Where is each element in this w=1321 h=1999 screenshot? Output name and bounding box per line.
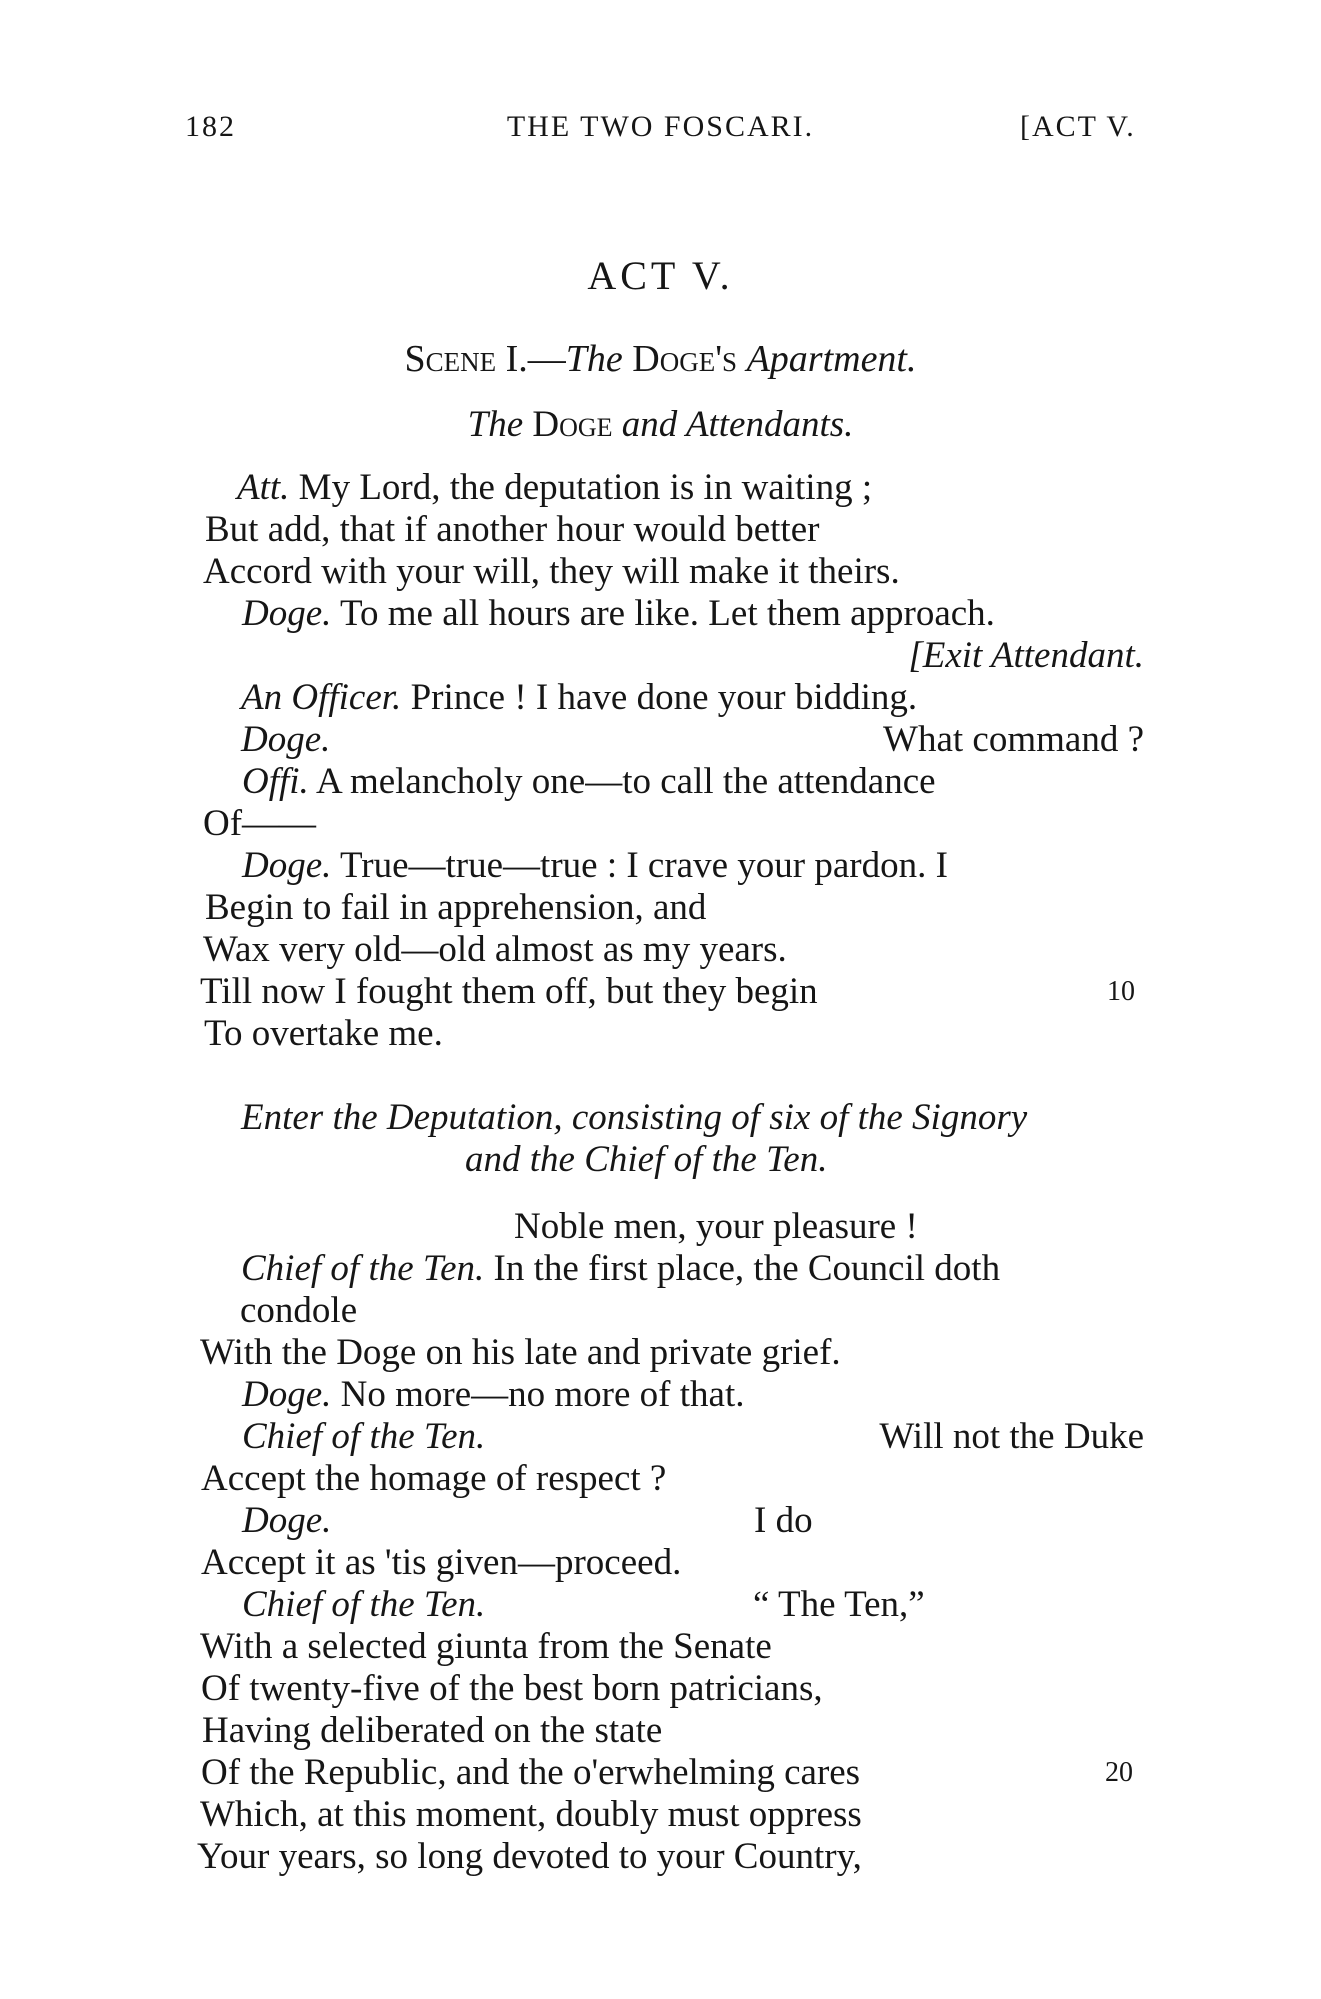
verse-line [201,1458,666,1500]
act-heading: ACT V. [587,253,734,298]
verse-line [514,1206,918,1248]
line-text: A melancholy one—to call the attendance [308,761,936,802]
speaker-name: Doge. [242,593,332,634]
line-number: 20 [1105,1757,1133,1788]
verse-line-continued [753,1584,925,1626]
verse-line [200,1332,841,1374]
line-text: With a selected giunta from the Senate [200,1626,772,1667]
line-text: In the first place, the Council doth [484,1248,1001,1289]
verse-line [200,1794,862,1836]
verse-line [201,1752,860,1794]
line-text: With the Doge on his late and private grief. [200,1332,841,1373]
line-number: 10 [1107,976,1135,1007]
scene-label: Scene I. [404,338,528,380]
verse-line [242,1374,744,1416]
line-text: “ The Ten,” [753,1584,925,1625]
line-text: To me all hours are like. Let them approach. [331,593,995,634]
verse-line [204,1013,443,1055]
speaker-name: Chief of the Ten. [241,1248,485,1289]
verse-line [205,509,819,551]
speaker-name: Att. [237,467,290,508]
scene-doge: Doge's [632,338,738,380]
stage-direction-entry: and the Chief of the Ten. [465,1139,828,1180]
speaker-name: Doge. [242,1374,332,1415]
line-text: Wax very old—old almost as my years. [203,929,787,970]
verse-line [203,803,316,845]
line-text: Having deliberated on the state [202,1710,663,1751]
verse-line [205,887,706,929]
verse-line [203,551,900,593]
speaker-name: Doge. [242,1500,332,1541]
speaker-name: Chief of the Ten. [242,1416,486,1457]
line-text: True—true—true : I crave your pardon. I [331,845,948,886]
line-text: Begin to fail in apprehension, and [205,887,707,928]
line-text: Accept it as 'tis given—proceed. [201,1542,682,1583]
line-text: condole [240,1290,358,1331]
persons-attendants: and Attendants. [621,404,854,445]
speaker-name: Doge. [242,845,332,886]
persons-the: The [467,404,524,445]
line-text-right: What command ? [883,719,1144,760]
verse-line [202,1710,662,1752]
line-text: But add, that if another hour would better [205,509,820,550]
page-number: 182 [185,110,236,143]
line-text: Accept the homage of respect ? [201,1458,667,1499]
stage-direction-exit: [Exit Attendant. [908,635,1144,676]
verse-line [242,593,995,635]
scene-dash: — [527,338,566,380]
speaker-name: An Officer. [241,677,402,718]
verse-line [197,1836,862,1878]
verse-line [242,1500,331,1542]
scene-heading [0,336,1321,382]
verse-line [241,719,330,761]
verse-line [242,1416,485,1458]
stage-direction-entry: Enter the Deputation, consisting of six of the Signory [241,1097,1028,1138]
speaker-name: Doge. [241,719,331,760]
running-section: [ACT V. [1020,110,1136,143]
line-text: Your years, so long devoted to your Country, [197,1836,862,1877]
line-text: No more—no more of that. [331,1374,745,1415]
line-text: Of the Republic, and the o'erwhelming cares [201,1752,861,1793]
line-text: Accord with your will, they will make it theirs. [203,551,900,592]
line-text: Of—— [203,803,317,844]
verse-line [242,845,948,887]
line-text: Noble men, your pleasure ! [514,1206,918,1247]
verse-line [200,971,818,1013]
verse-line [200,1626,772,1668]
verse-line [241,1248,1000,1290]
line-text-right: Will not the Duke [879,1416,1144,1457]
running-title: THE TWO FOSCARI. [506,110,815,143]
line-text: Which, at this moment, doubly must oppress [200,1794,862,1835]
verse-line [242,761,936,803]
verse-line [203,929,787,971]
verse-line [240,1290,357,1332]
persons-doge: Doge [532,404,613,445]
scene-place: Apartment. [746,338,917,380]
line-text: Till now I fought them off, but they begin [200,971,818,1012]
verse-line-continued [754,1500,813,1542]
line-text: My Lord, the deputation is in waiting ; [289,467,873,508]
scene-the: The [565,338,623,380]
line-text: Of twenty-five of the best born patricians, [201,1668,823,1709]
line-text: Prince ! I have done your bidding. [401,677,918,718]
line-text: To overtake me. [204,1013,443,1054]
verse-line [201,1668,823,1710]
persons-line [0,402,1321,448]
verse-line [241,677,917,719]
line-text: I do [754,1500,813,1541]
verse-line [201,1542,681,1584]
verse-line [242,1584,485,1626]
speaker-name: Chief of the Ten. [242,1584,486,1625]
verse-line [237,467,872,509]
speaker-name: Offi. [242,761,309,802]
